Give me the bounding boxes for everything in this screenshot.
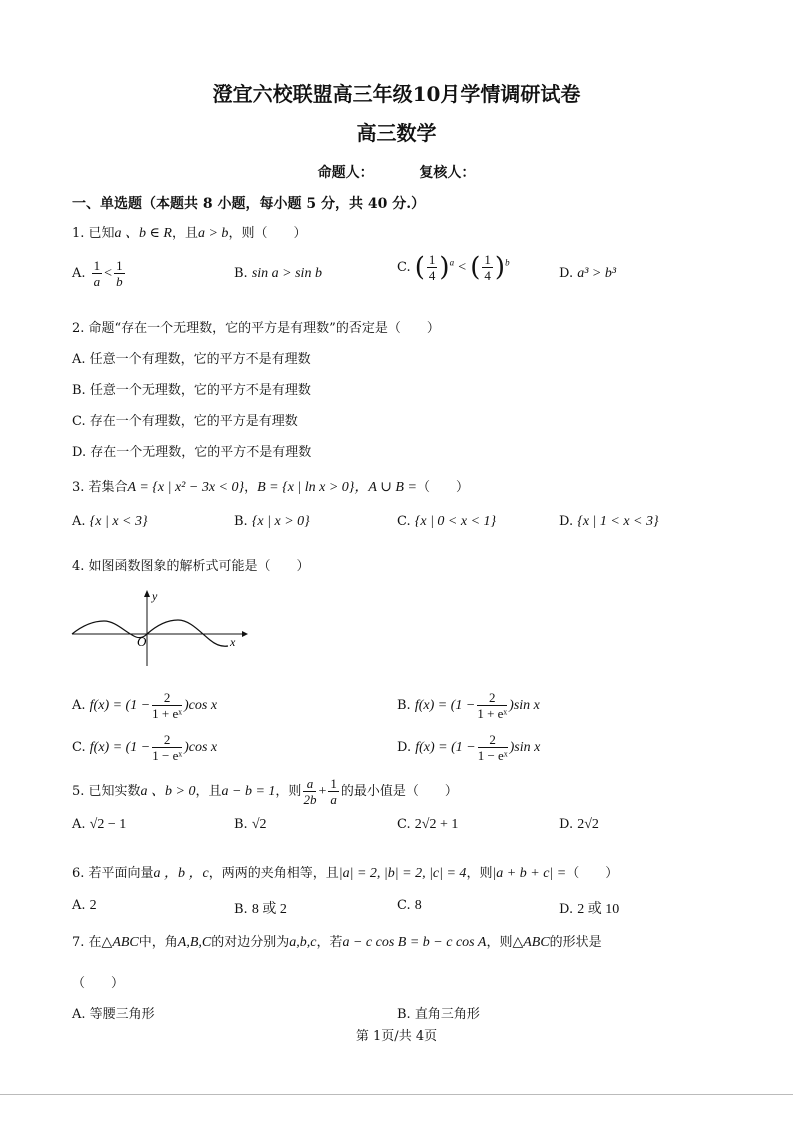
q1-c-label: C. <box>397 260 411 275</box>
q5-prefix: 5. 已知实数 <box>72 784 141 799</box>
q5-option-a <box>72 817 126 833</box>
q1-a-frac-right: $\frac{1}{b}$ <box>116 258 123 289</box>
q6-vectors: a ，b ，c <box>153 866 209 881</box>
q5-then: ，则 <box>275 784 302 799</box>
q6-mid: ，两两的夹角相等，且 <box>208 866 339 881</box>
q1-a-op: < <box>104 266 113 281</box>
q3-sep: ， <box>244 480 258 495</box>
section-heading: 一、单选题（本题共 8 小题，每小题 5 分，共 40 分.） <box>72 196 426 212</box>
graph-origin-label: O <box>137 634 147 649</box>
q3-prefix: 3. 若集合 <box>72 480 128 495</box>
q3-b-label: B. <box>234 514 248 529</box>
function-graph <box>70 588 250 670</box>
q5-a-label: A. <box>72 817 86 832</box>
q1-prefix: 1. 已知 <box>72 226 115 241</box>
q3-d-text: {x | 1 < x < 3} <box>577 514 659 529</box>
q6-option-a <box>72 898 97 914</box>
subject-title: 高三数学 <box>356 121 437 145</box>
q7-sides: a,b,c <box>289 935 317 950</box>
q6-prefix: 6. 若平面向量 <box>72 866 154 881</box>
exam-title: 澄宜六校联盟高三年级10月学情调研试卷 <box>212 82 581 106</box>
q1-option-a <box>72 258 127 289</box>
q6-expression: |a + b + c| = <box>492 866 567 881</box>
q3-c-text: {x | 0 < x < 1} <box>414 514 497 529</box>
q2-option-d: D. 存在一个无理数，它的平方不是有理数 <box>72 445 312 460</box>
q4-d-pre: f(x) = (1 − <box>415 740 476 755</box>
reviewer-label: 复核人： <box>419 165 476 181</box>
graph-x-label: x <box>230 635 236 649</box>
q3-option-b <box>234 514 310 530</box>
q1-vars: a 、b ∈ R <box>114 226 172 241</box>
q6-option-c <box>397 898 422 914</box>
q5-d-label: D. <box>559 817 574 832</box>
q4-a-post: )cos x <box>184 698 218 713</box>
q3-set-a: A = {x | x² − 3x < 0} <box>127 480 245 495</box>
q5-c-text: 2√2 + 1 <box>414 817 459 832</box>
q4-c-pre: f(x) = (1 − <box>89 740 151 755</box>
q7-triangle: △ABC <box>101 935 139 950</box>
q4-option-c: C. f(x) = (1 − $\frac{2}{\text{1 − eˣ}}$ )cos x <box>72 732 218 763</box>
q2-option-a: A. 任意一个有理数，它的平方不是有理数 <box>72 352 311 367</box>
q7-prefix: 7. 在 <box>72 935 102 950</box>
q1-option-c: C. ( $\frac{1}{4}$ )$^a$ < ( $\frac{1}{4}$ )$^b$ <box>397 252 510 283</box>
q1-cond: a > b <box>197 226 229 241</box>
q1-a-label: A. <box>72 266 86 281</box>
q4-option-d: D. f(x) = (1 − $\frac{2}{\text{1 − eˣ}}$ )sin x <box>397 732 541 763</box>
question-3-stem <box>72 476 469 496</box>
q4-a-label: A. <box>72 698 86 713</box>
q1-d-text: a³ > b³ <box>577 266 617 281</box>
graph-y-label: y <box>152 589 158 603</box>
q5-b-label: B. <box>234 817 248 832</box>
page-bottom-rule <box>0 1094 793 1095</box>
q7-angles: A,B,C <box>177 935 212 950</box>
q6-d-text: 2 或 10 <box>577 902 620 917</box>
q3-union: ，A ∪ B = <box>354 480 417 495</box>
q5-option-d <box>559 817 599 833</box>
q7-option-a: A. 等腰三角形 <box>72 1007 155 1022</box>
q5-option-b <box>234 817 267 833</box>
q5-mid: ，且 <box>195 784 222 799</box>
q5-cond: a − b = 1 <box>221 784 276 799</box>
q6-b-label: B. <box>234 902 248 917</box>
q7-triangle-2: △ABC <box>512 935 550 950</box>
q7-mid4: ，则 <box>486 935 513 950</box>
q7-equation: a − c cos B = b − c cos A <box>342 935 487 950</box>
q5-suffix: 的最小值是（ ） <box>340 784 458 799</box>
q4-a-pre: f(x) = (1 − <box>89 698 151 713</box>
q4-d-post: )sin x <box>509 740 541 755</box>
q6-d-label: D. <box>559 902 574 917</box>
q2-option-b: B. 任意一个无理数，它的平方不是有理数 <box>72 383 311 398</box>
q4-b-post: )sin x <box>509 698 540 713</box>
q4-c-label: C. <box>72 740 86 755</box>
q4-c-post: )cos x <box>184 740 218 755</box>
q1-suffix: ，则（ ） <box>228 226 307 241</box>
q1-option-d <box>559 266 616 282</box>
q3-suffix: （ ） <box>416 480 469 495</box>
graph-curve <box>72 620 228 646</box>
page-number: 第 1页/共 4页 <box>355 1029 438 1044</box>
q1-b-label: B. <box>234 266 248 281</box>
q5-plus: + <box>318 784 327 799</box>
q1-c-exp-a: a <box>449 257 455 268</box>
q1-c-exp-b: b <box>505 257 510 268</box>
q6-a-text: 2 <box>89 898 97 913</box>
graph-x-arrow <box>242 631 248 637</box>
q3-option-c <box>397 514 496 530</box>
q3-set-b: B = {x | ln x > 0} <box>257 480 355 495</box>
question-7-stem <box>72 931 602 951</box>
q6-c-label: C. <box>397 898 411 913</box>
q1-c-op: < <box>458 260 467 275</box>
q5-vars: a 、b > 0 <box>140 784 196 799</box>
graph-y-arrow <box>144 590 150 597</box>
q7-mid1: 中，角 <box>138 935 178 950</box>
q3-d-label: D. <box>559 514 574 529</box>
q4-b-pre: f(x) = (1 − <box>414 698 476 713</box>
q1-mid: ，且 <box>171 226 198 241</box>
q5-d-text: 2√2 <box>577 817 599 832</box>
q1-option-b <box>234 266 322 282</box>
q3-a-label: A. <box>72 514 86 529</box>
q6-b-text: 8 或 2 <box>251 902 287 917</box>
q6-option-d <box>559 898 619 918</box>
q3-c-label: C. <box>397 514 411 529</box>
q7-mid3: ，若 <box>316 935 343 950</box>
question-2-stem: 2. 命题“存在一个无理数，它的平方是有理数”的否定是（ ） <box>72 321 440 336</box>
q6-conditions: |a| = 2, |b| = 2, |c| = 4 <box>338 866 467 881</box>
q6-a-label: A. <box>72 898 86 913</box>
q6-option-b <box>234 898 287 918</box>
author-label: 命题人： <box>317 165 374 181</box>
question-4-stem: 4. 如图函数图象的解析式可能是（ ） <box>72 559 310 574</box>
q5-b-text: √2 <box>251 817 267 832</box>
q7-option-b: B. 直角三角形 <box>397 1007 480 1022</box>
q1-a-frac-left: $\frac{1}{a}$ <box>93 258 101 289</box>
q5-c-label: C. <box>397 817 411 832</box>
q3-b-text: {x | x > 0} <box>251 514 310 529</box>
q6-then: ，则 <box>466 866 493 881</box>
q3-a-text: {x | x < 3} <box>89 514 148 529</box>
question-5-stem: 5. 已知实数a 、b > 0，且a − b = 1，则 $\frac{a}{2b}$ + $\frac{1}{a}$ 的最小值是（ ） <box>72 776 458 807</box>
q5-a-text: √2 − 1 <box>89 817 127 832</box>
q4-b-label: B. <box>397 698 411 713</box>
q4-option-b: B. f(x) = (1 − $\frac{2}{\text{1 + eˣ}}$ )sin x <box>397 690 540 721</box>
author-line <box>0 162 793 182</box>
q7-paren: （ ） <box>72 976 125 991</box>
q7-mid2: 的对边分别为 <box>211 935 290 950</box>
question-1-stem <box>72 222 306 242</box>
q4-d-label: D. <box>397 740 412 755</box>
q5-option-c <box>397 817 458 833</box>
q1-b-text: sin a > sin b <box>251 266 322 281</box>
q3-option-a <box>72 514 148 530</box>
q6-suffix: （ ） <box>566 866 619 881</box>
q6-c-text: 8 <box>414 898 422 913</box>
q1-d-label: D. <box>559 266 574 281</box>
q3-option-d <box>559 514 659 530</box>
q2-option-c: C. 存在一个有理数，它的平方是有理数 <box>72 414 298 429</box>
question-6-stem <box>72 862 618 882</box>
q4-option-a: A. f(x) = (1 − $\frac{2}{\text{1 + eˣ}}$ )cos x <box>72 690 218 721</box>
q7-suffix: 的形状是 <box>549 935 602 950</box>
